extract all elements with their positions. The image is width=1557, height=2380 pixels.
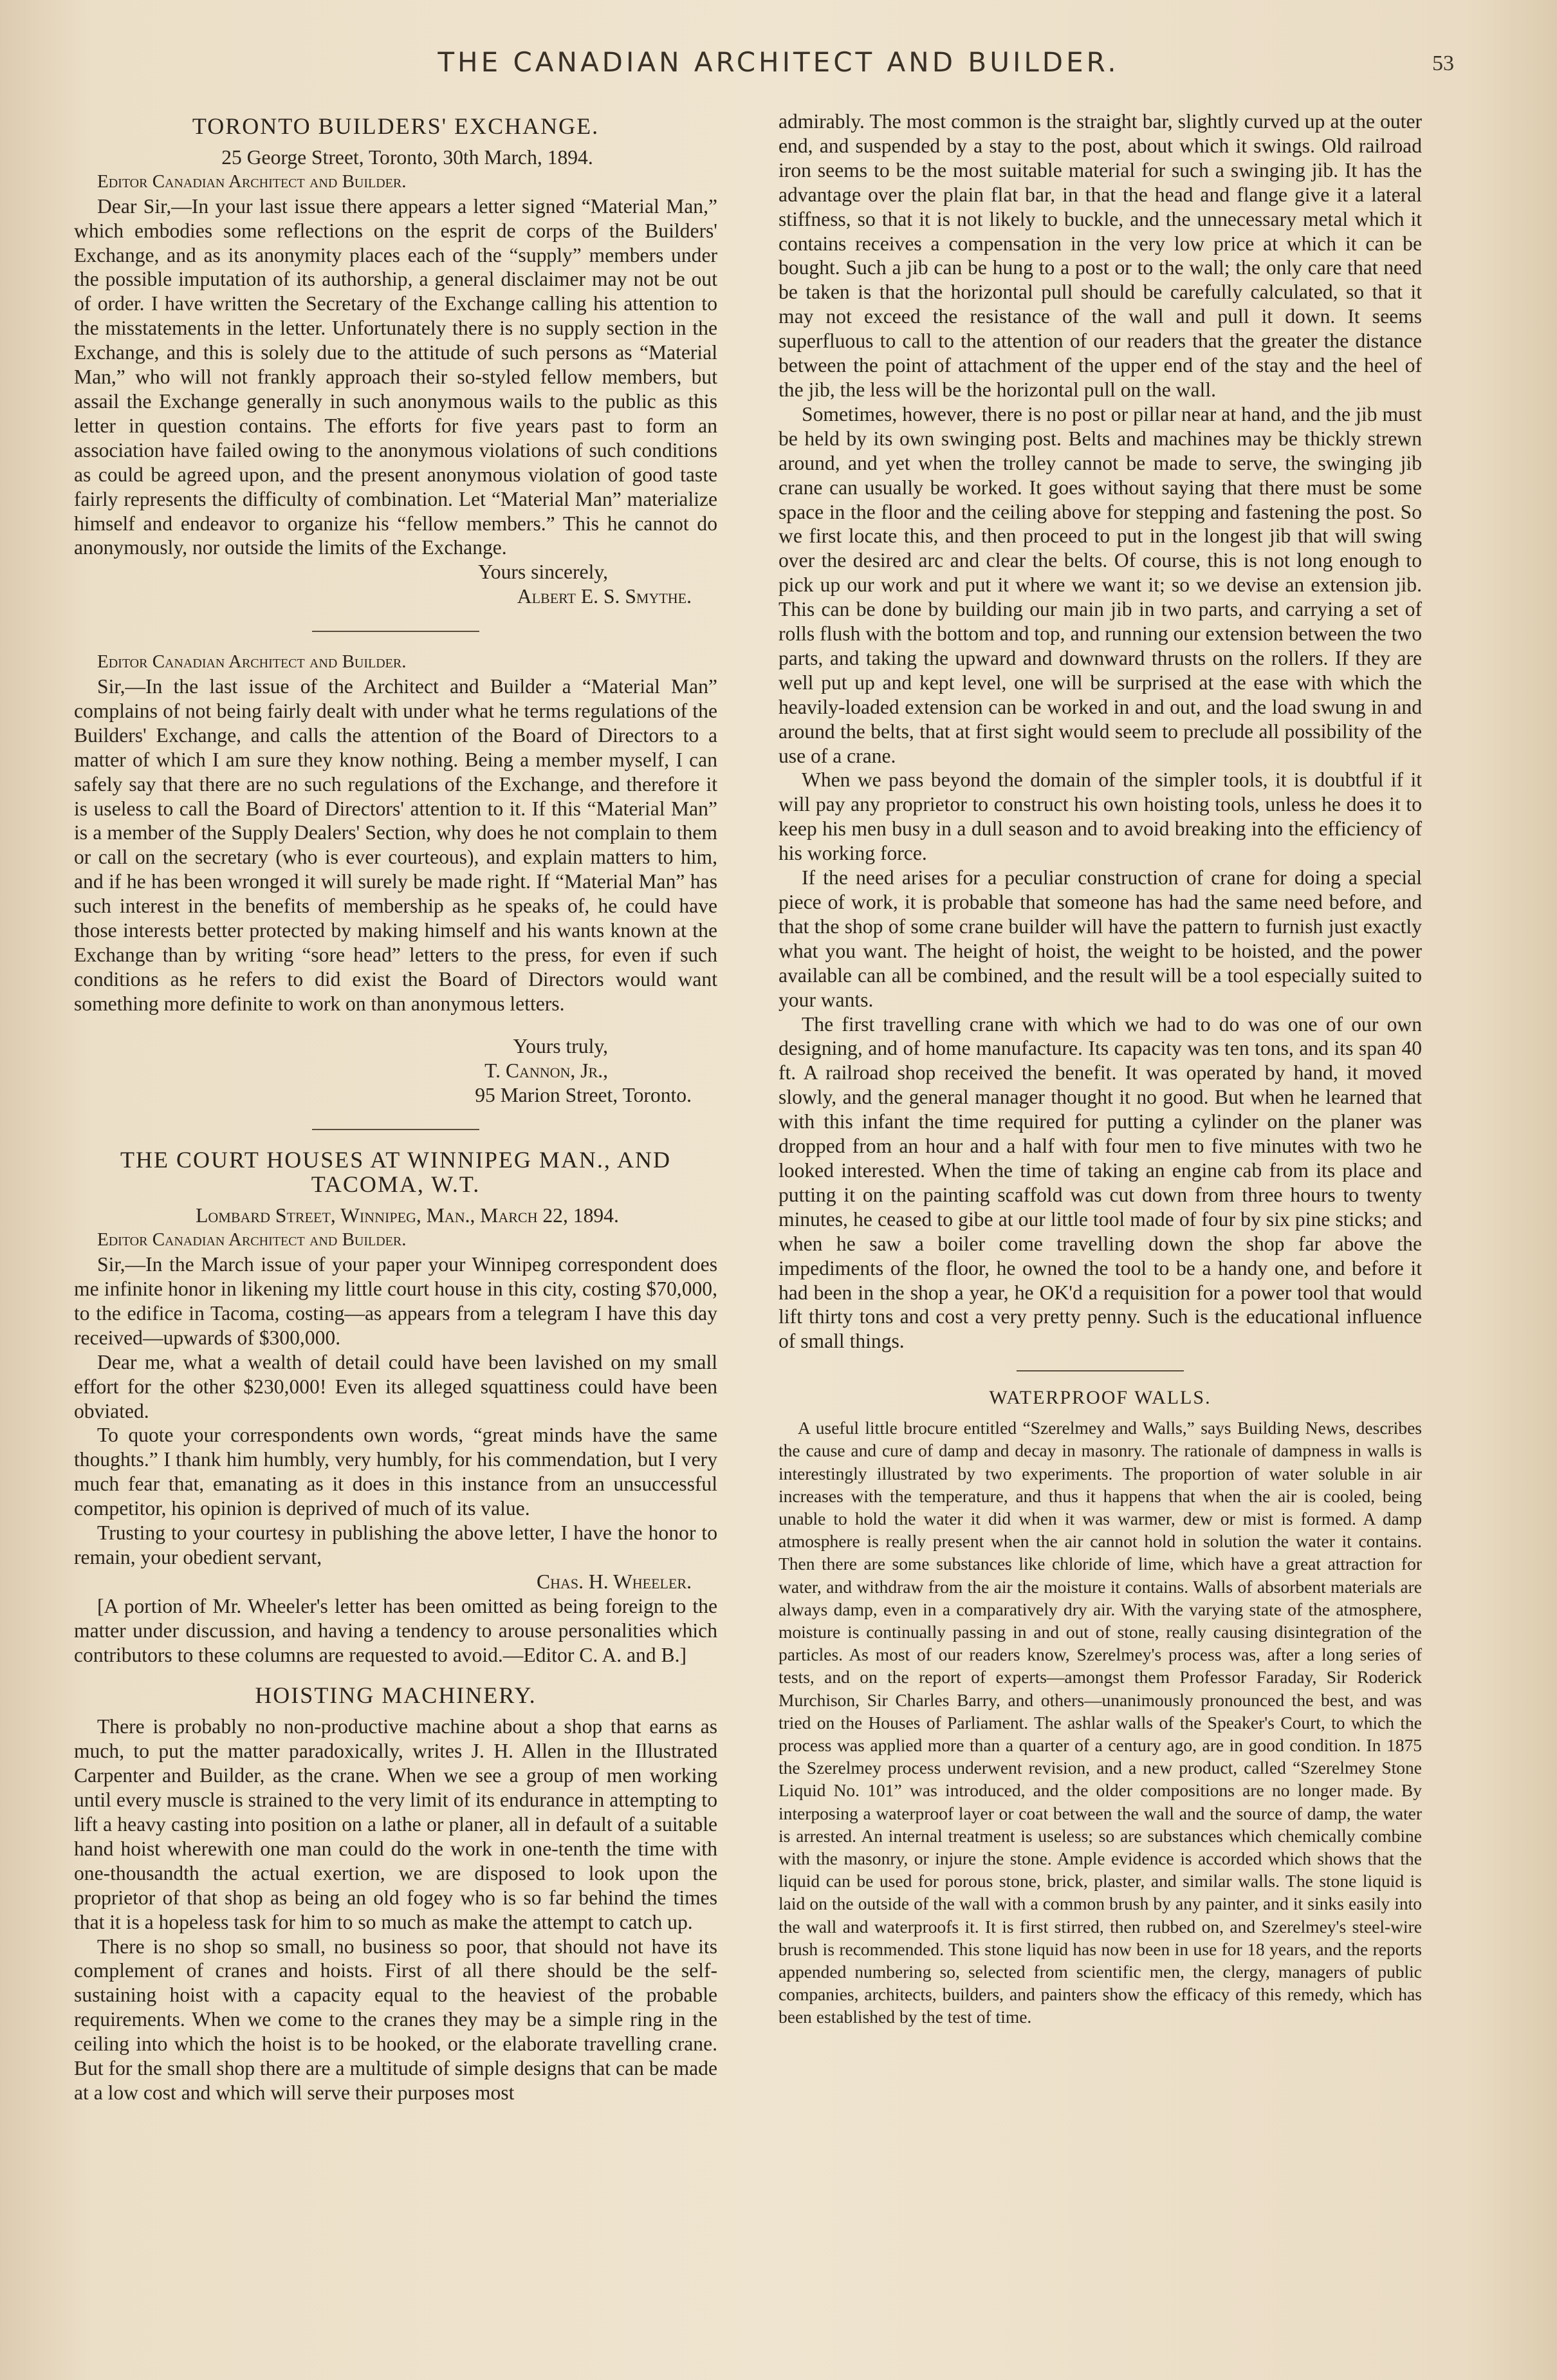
dateline: Lombard Street, Winnipeg, Man., March 22, 1894. [196, 1204, 619, 1227]
article-heading-hoisting: HOISTING MACHINERY. [255, 1682, 537, 1709]
masthead-title: THE CANADIAN ARCHITECT AND BUILDER. [438, 46, 1119, 78]
right-column [778, 109, 1422, 2029]
editor-salutation: Editor Canadian Architect and Builder. [97, 651, 407, 673]
letter-address: 95 Marion Street, Toronto. [475, 1083, 692, 1106]
letter-paragraph: Trusting to your courtesy in publishing the above letter, I have the honor to remain, your obedient servant, [74, 1521, 717, 1568]
waterproof-article [778, 1417, 1422, 2028]
letter-paragraph: Dear me, what a wealth of detail could have been lavished on my small effort for the other $230,000! Even its alleged squattiness could have been obviated. [74, 1350, 717, 1422]
letter-signature: Albert E. S. Smythe. [517, 585, 692, 608]
left-column [74, 109, 717, 2105]
editor-salutation: Editor Canadian Architect and Builder. [97, 1229, 407, 1250]
article-paragraph: A useful little brocure entitled “Szerelmey and Walls,” says Building News, describes the cause and cure of damp and decay in masonry. The rationale of dampness in walls is interestingly illustrated by two experiments. The proportion of water soluble in air increases with the temperature, and thus it happens that when the air is cooled, being unable to hold the water it did when it was warmer, dew or mist is formed. A damp atmosphere is really present when the air cannot hold in solution the water it contains. Then there are some substances like chloride of lime, which have a great attraction for water, and withdraw from the air the moisture it contains. Walls of absorbent materials are always damp, even in a comparatively dry air. With the varying state of the atmosphere, moisture is continually passing in and out of stone, really causing disintegration of the particles. As most of our readers know, Szerelmey's process was, after a long series of tests, and on the report of experts—amongst them Professor Faraday, Sir Roderick Murchison, Sir Charles Barry, and others—unanimously pronounced the best, and was tried on the Houses of Parliament. The ashlar walls of the Speaker's Court, to which the process was applied more than a quarter of a century ago, are in good condition. In 1875 the Szerelmey process underwent revision, and a new product, called “Szerelmey Stone Liquid No. 101” was introduced, and the older compositions are no longer made. By interposing a waterproof layer or coat between the wall and the source of damp, the water is arrested. An internal treatment is useless; so are substances which chemically combine with the masonry, or injure the stone. Ample evidence is accorded which shows that the liquid can be used for porous stone, brick, plaster, and similar walls. The stone liquid is laid on the outside of the wall with a common brush by any painter, and it sinks easily into the wall and waterproofs it. It is first stirred, then rubbed on, and Szerelmey's steel-wire brush is recommended. This stone liquid has now been in use for 18 years, and the reports appended numbering so, selected from scientific men, the clergy, managers of public companies, architects, builders, and painters show the efficacy of this remedy, which has been established by the test of time. [778, 1418, 1422, 2027]
letter-body: Sir,—In the last issue of the Architect and Builder a “Material Man” complains of not being fairly dealt with under what he terms regulations of the Builders' Exchange, and calls the attention of the Board of Directors to a matter of which I am sure they know nothing. Being a member myself, I can safely say that there are no such regulations of the Exchange, and therefore it is useless to call the Board of Directors' attention to it. If this “Material Man” is a member of the Supply Dealers' Section, why does he not complain to them or call on the secretary (who is ever courteous), and explain matters to him, and if he has been wronged it will surely be made right. If “Material Man” has such interest in the benefits of membership as he speaks of, he could have those interests better protected by making himself and his wants known at the Exchange than by writing “sore head” letters to the press, for even if such conditions as he refers to did exist the Board of Directors would want something more definite to work on than anonymous letters. [74, 675, 717, 1015]
editor-note: [A portion of Mr. Wheeler's letter has been omitted as being foreign to the matter under discussion, and having a tendency to arouse personalities which contributors to these columns are requested to avoid.—Editor C. A. and B.] [74, 1594, 717, 1666]
letter-body: Dear Sir,—In your last issue there appears a letter signed “Material Man,” which embodies some reflections on the esprit de corps of the Builders' Exchange, and as its anonymity places each of the “supply” members under the possible imputation of its authorship, a general disclaimer may not be out of order. I have written the Secretary of the Exchange calling his attention to the misstatements in the letter. Unfortunately there is no supply section in the Exchange, and this is solely due to the attitude of such persons as “Material Man,” who will not frankly approach their so-styled fellow members, but assail the Exchange generally in such anonymous wails to the public as this letter in question contains. The efforts for five years past to form an association have failed owing to the anonymous violations of such conditions as could be agreed upon, and the present anonymous violation of good taste fairly represents the difficulty of combination. Let “Material Man” materialize himself and endeavor to organize his “fellow members.” This he cannot do anonymously, nor outside the limits of the Exchange. [74, 194, 717, 559]
letter-paragraph: Sir,—In the March issue of your paper your Winnipeg correspondent does me infinite honor in likening my little court house in this city, costing $70,000, to the edifice in Tacoma, costing—as appears from a telegram I have this day received—upwards of $300,000. [74, 1253, 717, 1349]
section-divider [312, 1129, 479, 1130]
section-divider [312, 631, 479, 632]
letter-paragraph: To quote your correspondents own words, “great minds have the same thoughts.” I thank him humbly, very humbly, for his commendation, but I very much fear that, emanating as it does in this instance from an unsuccessful competitor, his opinion is deprived of much of its value. [74, 1424, 717, 1520]
article-heading-court-houses: THE COURT HOUSES AT WINNIPEG MAN., AND TACOMA, W.T. [120, 1147, 671, 1198]
article-heading-toronto-exchange: TORONTO BUILDERS' EXCHANGE. [192, 113, 600, 139]
article-paragraph: Sometimes, however, there is no post or pillar near at hand, and the jib must be held by its own swinging post. Belts and machines may be thickly strewn around, and yet when the trolley cannot be made to serve, the swinging jib crane can usually be worked. It goes without saying that there must be some space in the floor and the ceiling above for stepping and fastening the post. So we first locate this, and then proceed to put in the longest jib that will swing over the desired arc and clear the belts. Of course, this is not long enough to pick up our work and put it where we want it; so we devise an extension jib. This can be done by building our main jib in two parts, and carrying a set of rolls flush with the bottom and top, and running our extension between the two parts, and taking the upward and downward thrusts on the rollers. If they are well put up and kept level, one will be surprised at the ease with which the heavily-loaded extension can be worked in and out, and the load swung in and around the belts, that at first sight would seem to preclude all possibility of the use of a crane. [778, 402, 1422, 767]
editor-salutation: Editor Canadian Architect and Builder. [97, 171, 407, 192]
article-heading-waterproof: WATERPROOF WALLS. [989, 1387, 1212, 1409]
article-paragraph: When we pass beyond the domain of the simpler tools, it is doubtful if it will pay any proprietor to construct his own hoisting tools, unless he does it to keep his men busy in a dull season and to avoid breaking into the efficiency of his working force. [778, 768, 1422, 865]
spacer [74, 1016, 717, 1034]
article-paragraph: There is probably no non-productive machine about a shop that earns as much, to put the matter paradoxically, writes J. H. Allen in the Illustrated Carpenter and Builder, as the crane. When we see a group of men working until every muscle is strained to the very limit of its endurance in attempting to lift a heavy casting into position on a lathe or planer, all in default of a suitable hand hoist wherewith one man could do the work in one-tenth the time with one-thousandth the actual exertion, we are disposed to look upon the proprietor of that shop as being an old fogey who is so far behind the times that it is a hopeless task for him to so much as make the attempt to catch up. [74, 1715, 717, 1933]
page-number: 53 [1432, 51, 1454, 75]
article-paragraph: There is no shop so small, no business so poor, that should not have its complement of cranes and hoists. First of all there should be the self-sustaining hoist with a capacity equal to the heaviest of the probable requirements. When we come to the cranes they may be a simple ring in the ceiling into which the hoist is to be hooked, or the elaborate travelling crane. But for the small shop there are a multitude of simple designs that can be made at a low cost and which will serve their purposes most [74, 1935, 717, 2104]
letter-closing: Yours truly, [513, 1034, 608, 1057]
letter-signature: T. Cannon, Jr., [484, 1059, 608, 1082]
letter-signature: Chas. H. Wheeler. [537, 1570, 692, 1593]
article-paragraph: The first travelling crane with which we had to do was one of our own designing, and of home manufacture. Its capacity was ten tons, and its span 40 ft. A railroad shop received the benefit. It was operated by hand, it moved slowly, and the general manager thought it no good. But when he learned that with this infant the time required for putting a cylinder on the planer was dropped from an hour and a half with four men to five minutes with two he looked interested. When the time of taking an engine cab from its place and putting it on the painting scaffold was cut down from three hours to twenty minutes, he ceased to gibe at our little tool made of four by six pine sticks; and when he saw a boiler come travelling down the shop far above the impediments of the floor, he owned the tool to be a handy one, and before it had been in the shop a year, he OK'd a requisition for a power tool that would lift thirty tons and cost a very pretty penny. Such is the educational influence of small things. [778, 1012, 1422, 1353]
article-paragraph: admirably. The most common is the straight bar, slightly curved up at the outer end, and suspended by a stay to the post, about which it swings. Old railroad iron seems to be the most suitable material for such a swinging jib. It has the advantage over the plain flat bar, in that the head and flange give it a lateral stiffness, so that it is not likely to buckle, and the unnecessary metal which it contains receives a compensation in the very low price at which it can be bought. Such a jib can be hung to a post or to the wall; the only care that need be taken is that the horizontal pull should be carefully calculated, so that it may not exceed the resistance of the wall and pull it down. It seems superfluous to call to the attention of our readers that the greater the distance between the point of attachment of the upper end of the stay and the heel of the jib, the less will be the horizontal pull on the wall. [778, 110, 1422, 401]
dateline: 25 George Street, Toronto, 30th March, 1894. [221, 145, 593, 169]
section-divider [1017, 1370, 1184, 1371]
letter-closing: Yours sincerely, [478, 561, 608, 584]
article-paragraph: If the need arises for a peculiar construction of crane for doing a special piece of work, it is probable that someone has had the same need before, and that the shop of some crane builder will have the pattern to furnish just exactly what you want. The height of hoist, the weight to be hoisted, and the power available can all be combined, and the result will be a tool especially suited to your wants. [778, 866, 1422, 1011]
